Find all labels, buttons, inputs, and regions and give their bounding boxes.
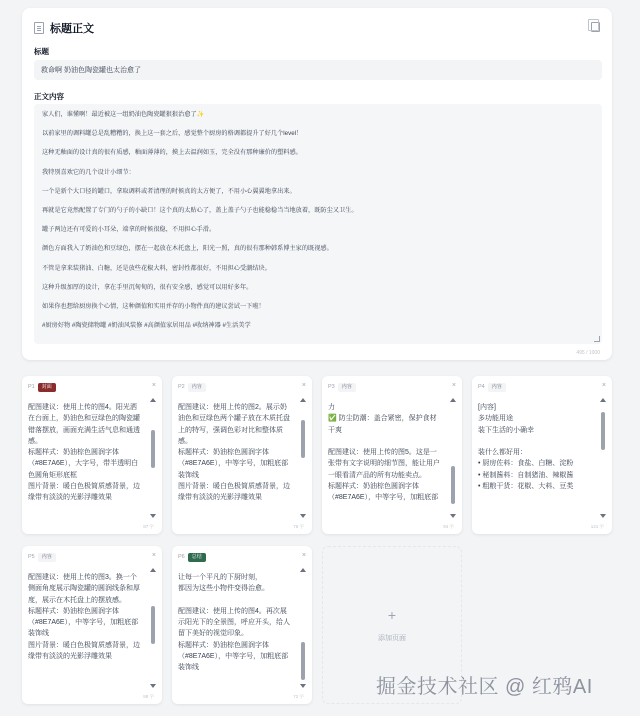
page-card-line: （#8E7A6E），中等字号，加粗底部 xyxy=(328,494,439,502)
close-icon[interactable]: × xyxy=(601,382,606,389)
page-char-count: 87 字 xyxy=(143,524,154,529)
page-card-line: 感。 xyxy=(178,437,192,445)
page-char-count: 121 字 xyxy=(590,524,604,529)
page-card-line: [内容] xyxy=(478,404,496,411)
body-textarea[interactable] xyxy=(34,104,602,344)
page-card-line: 配图建议：使用上传的图5。这是一 xyxy=(328,449,437,457)
page-card-line: 配图建议：使用上传的图4。阳光洒 xyxy=(28,404,137,411)
body-line: 以前家里的调料罐总是乱糟糟的，换上这一套之后，感觉整个厨房的格调都提升了好几个level！ xyxy=(42,130,303,138)
page-card-header xyxy=(478,381,606,393)
page-type-badge[interactable]: 内容 xyxy=(38,553,56,562)
page-card-line xyxy=(178,595,296,606)
body-blank-line xyxy=(42,234,594,244)
page-card-line: • 粗粮干货：花椒、大料、豆类 xyxy=(478,483,574,491)
scroll-up-icon[interactable] xyxy=(450,398,456,402)
page-char-count: 76 字 xyxy=(293,524,304,529)
page-card-line: 一眼看清产品的所有功能卖点。 xyxy=(328,471,426,479)
page-type-badge[interactable]: 内容 xyxy=(488,383,506,392)
page-card-line: （#8E7A6E），中等字号，加粗底部 xyxy=(178,460,289,468)
page-card-line: 侧面角度展示陶瓷罐的圆润线条和厚 xyxy=(28,585,140,593)
page-card-line: 干爽 xyxy=(328,426,342,434)
body-line: 再就是它竟然配置了专门的勺子的小缺口！这个真的太贴心了，盖上盖子勺子也能稳稳当当地放着，既防尘又卫生。 xyxy=(42,206,358,214)
page-card-line xyxy=(328,436,446,447)
page-card-line xyxy=(478,436,596,447)
body-blank-line xyxy=(42,177,594,187)
page-card-text[interactable] xyxy=(28,572,146,690)
page-card-line: 标题样式：奶油棕色圆润字体 xyxy=(328,483,419,491)
body-blank-line xyxy=(42,138,594,148)
page-card-header xyxy=(28,551,156,563)
page-card-line: 上的特写，强调色彩对比和整体质 xyxy=(178,426,283,434)
page-card-line: 标题样式：奶油棕色圆润字体 xyxy=(178,641,269,649)
page-card-line: 让每一个平凡的下厨时刻， xyxy=(178,574,262,581)
page-card-text[interactable] xyxy=(178,402,296,520)
page-card-line: • 厨房佐料：食盐、白糖、淀粉 xyxy=(478,460,574,468)
page-card-line: 多功能用途 xyxy=(478,415,513,423)
page-type-badge[interactable]: 内容 xyxy=(188,383,206,392)
page-card-line: 张带有文字说明的细节图，能让用户 xyxy=(328,460,440,468)
body-blank-line xyxy=(42,292,594,302)
scroll-up-icon[interactable] xyxy=(150,568,156,572)
body-label: 正文内容 xyxy=(34,92,64,101)
body-line: 我特别喜欢它的几个设计小细节： xyxy=(42,168,135,176)
page-card-text[interactable] xyxy=(328,402,446,520)
page-number: P3 xyxy=(328,384,335,390)
page-card-line: • 秘制酱料：自制猪油、辣椒酱 xyxy=(478,471,574,479)
page-type-badge[interactable]: 内容 xyxy=(338,383,356,392)
add-page-label: 添加页面 xyxy=(378,635,406,642)
page-card-line: （#8E7A6E），中等字号，加粗底部 xyxy=(28,619,139,627)
card-header xyxy=(34,18,600,38)
page-card-line: 在台面上，奶油色和豆绿色的陶瓷罐 xyxy=(28,415,140,423)
body-line: 这种升级加厚的设计，拿在手里沉甸甸的，很有安全感，感觉可以用好多年。 xyxy=(42,283,253,291)
page-number: P2 xyxy=(178,384,185,390)
close-icon[interactable]: × xyxy=(451,382,456,389)
scroll-down-icon[interactable] xyxy=(300,684,306,688)
page-card-line: （#8E7A6E），中等字号，加粗底部 xyxy=(178,653,289,661)
page-card-line: 缘带有淡淡的光影浮雕效果 xyxy=(28,653,112,661)
page-card-line: 油色和豆绿色两个罐子放在木质托盘 xyxy=(178,415,290,423)
body-line: 家人们，谁懂啊！最近被这一组奶油色陶瓷罐狠狠治愈了✨ xyxy=(42,111,205,118)
body-line: 一个是新个大口径的罐口，拿取调料或者清理的时候真的太方便了，不用小心翼翼地拿出来。 xyxy=(42,187,296,195)
scroll-down-icon[interactable] xyxy=(300,514,306,518)
body-char-count: 495 / 1000 xyxy=(576,350,600,356)
scroll-down-icon[interactable] xyxy=(150,514,156,518)
close-icon[interactable]: × xyxy=(151,382,156,389)
page-card-line: 留下美好的视觉印象。 xyxy=(178,630,248,638)
resize-handle-icon[interactable] xyxy=(594,336,600,342)
copy-icon[interactable] xyxy=(591,22,600,32)
page-card-p1[interactable] xyxy=(22,376,162,534)
page-card-line: 感。 xyxy=(28,437,42,445)
page-card-line: 配图建议：使用上传的图3。换一个 xyxy=(28,574,137,581)
body-line: #厨房好物 #陶瓷储物罐 #奶油风装修 #高颜值家居用品 #收纳神器 #生活美学 xyxy=(42,322,251,330)
body-line: 这种无釉面的设计真的很有质感，釉面薄薄的，摸上去温润如玉，完全没有那种廉价的塑料感。 xyxy=(42,149,302,157)
page-card-p6[interactable] xyxy=(172,546,312,704)
page-card-line: 图片背景：暖白色极简质感背景，边 xyxy=(178,483,290,491)
page-card-line: 装饰线 xyxy=(178,471,199,479)
page-card-text[interactable] xyxy=(478,402,596,520)
body-line: 颜色方面我入了奶油色和豆绿色，摆在一起放在木托盘上，阳光一照，真的很有那种韩系博主家的既视感。 xyxy=(42,245,333,253)
body-line: 如果你也想给厨房换个心情，这种颜值和实用并存的小物件真的建议尝试一下啦！ xyxy=(42,302,265,310)
page-card-line: 标题样式：奶油棕色圆润字体 xyxy=(28,607,119,615)
page-char-count: 72 字 xyxy=(293,694,304,699)
page-number: P4 xyxy=(478,384,485,390)
page-number: P1 xyxy=(28,384,35,390)
page-card-line: （#8E7A6E），大字号，带半透明白 xyxy=(28,460,139,468)
body-text xyxy=(42,110,594,330)
body-blank-line xyxy=(42,119,594,129)
page-char-count: 88 字 xyxy=(143,694,154,699)
page-type-badge[interactable]: 总结 xyxy=(188,553,206,562)
scroll-down-icon[interactable] xyxy=(150,684,156,688)
page-card-header xyxy=(178,551,306,563)
watermark: 掘金技术社区 @ 红鸦AI xyxy=(376,676,593,698)
page-card-p5[interactable] xyxy=(22,546,162,704)
body-blank-line xyxy=(42,215,594,225)
page-card-line: 度，展示在木托盘上的摆放感。 xyxy=(28,596,126,604)
page-card-line: 图片背景：暖白色极简质感背景，边 xyxy=(28,483,140,491)
page-card-line: 装下生活的小确幸 xyxy=(478,426,534,434)
body-blank-line xyxy=(42,311,594,321)
scroll-thumb[interactable] xyxy=(151,430,155,468)
page-card-line: 缘带有淡淡的光影浮雕效果 xyxy=(178,494,262,502)
scroll-up-icon[interactable] xyxy=(300,568,306,572)
page-card-line: 标题样式：奶油棕色圆润字体 xyxy=(178,449,269,457)
page-card-p3[interactable] xyxy=(322,376,462,534)
scrollbar[interactable] xyxy=(150,398,156,518)
scrollbar[interactable] xyxy=(150,568,156,688)
title-input[interactable] xyxy=(34,60,602,80)
page-card-line: 装饰线 xyxy=(28,630,49,638)
page-card-p2[interactable] xyxy=(172,376,312,534)
page-card-line: 都因为这些小物件变得治愈。 xyxy=(178,585,269,593)
scroll-thumb[interactable] xyxy=(151,606,155,644)
page-card-text[interactable] xyxy=(28,402,146,520)
page-card-p4[interactable] xyxy=(472,376,612,534)
page-card-line: 装饰线 xyxy=(178,664,199,672)
body-blank-line xyxy=(42,157,594,167)
scroll-up-icon[interactable] xyxy=(150,398,156,402)
page-card-line: 示阳光下的全景图，呼应开头，给人 xyxy=(178,619,290,627)
page-card-header xyxy=(28,381,156,393)
page-card-line: 缘带有淡淡的光影浮雕效果 xyxy=(28,494,112,502)
title-label: 标题 xyxy=(34,47,49,56)
page-type-badge[interactable]: 封面 xyxy=(38,383,56,392)
title-body-card xyxy=(22,8,612,360)
scroll-thumb[interactable] xyxy=(451,466,455,504)
body-blank-line xyxy=(42,196,594,206)
page-number: P5 xyxy=(28,554,35,560)
page-card-line: 装什么都好用： xyxy=(478,449,527,457)
document-icon xyxy=(34,22,44,34)
body-blank-line xyxy=(42,253,594,263)
page-card-line: 配图建议：使用上传的图4。再次展 xyxy=(178,607,287,615)
scrollbar[interactable] xyxy=(600,398,606,518)
close-icon[interactable]: × xyxy=(301,382,306,389)
scroll-up-icon[interactable] xyxy=(300,398,306,402)
page-card-line: ✅ 防尘防潮：盖合紧密，保护食材 xyxy=(328,415,437,423)
scrollbar[interactable] xyxy=(300,568,306,688)
scroll-thumb[interactable] xyxy=(601,412,605,450)
scroll-up-icon[interactable] xyxy=(600,398,606,402)
body-line: 不管是拿来装猪油、白糖，还是放些花椒大料，密封性都很好，不用担心受潮结块。 xyxy=(42,264,271,272)
plus-icon: + xyxy=(387,607,397,623)
page-card-line: 力 xyxy=(328,404,335,411)
scrollbar[interactable] xyxy=(450,398,456,518)
close-icon[interactable]: × xyxy=(301,552,306,559)
scrollbar[interactable] xyxy=(300,398,306,518)
scroll-thumb[interactable] xyxy=(301,642,305,680)
scroll-down-icon[interactable] xyxy=(600,514,606,518)
page-card-text[interactable] xyxy=(178,572,296,690)
page-card-line: 图片背景：暖白色极简质感背景，边 xyxy=(28,641,140,649)
scroll-thumb[interactable] xyxy=(301,420,305,458)
scroll-down-icon[interactable] xyxy=(450,514,456,518)
page-number: P6 xyxy=(178,554,185,560)
page-card-header xyxy=(328,381,456,393)
page-card-header xyxy=(178,381,306,393)
page-card-line: 标题样式：奶油棕色圆润字体 xyxy=(28,449,119,457)
body-line: 罐子两边还有可爱的小耳朵，端拿的时候很稳，不用担心手滑。 xyxy=(42,226,216,234)
card-title: 标题正文 xyxy=(50,23,94,35)
page-card-line: 配图建议：使用上传的图2。展示奶 xyxy=(178,404,287,411)
close-icon[interactable]: × xyxy=(151,552,156,559)
body-blank-line xyxy=(42,273,594,283)
page-card-line: 错落摆放，画面充满生活气息和通透 xyxy=(28,426,140,434)
page-char-count: 94 字 xyxy=(443,524,454,529)
page-card-line: 色圆角矩形底框 xyxy=(28,471,77,479)
